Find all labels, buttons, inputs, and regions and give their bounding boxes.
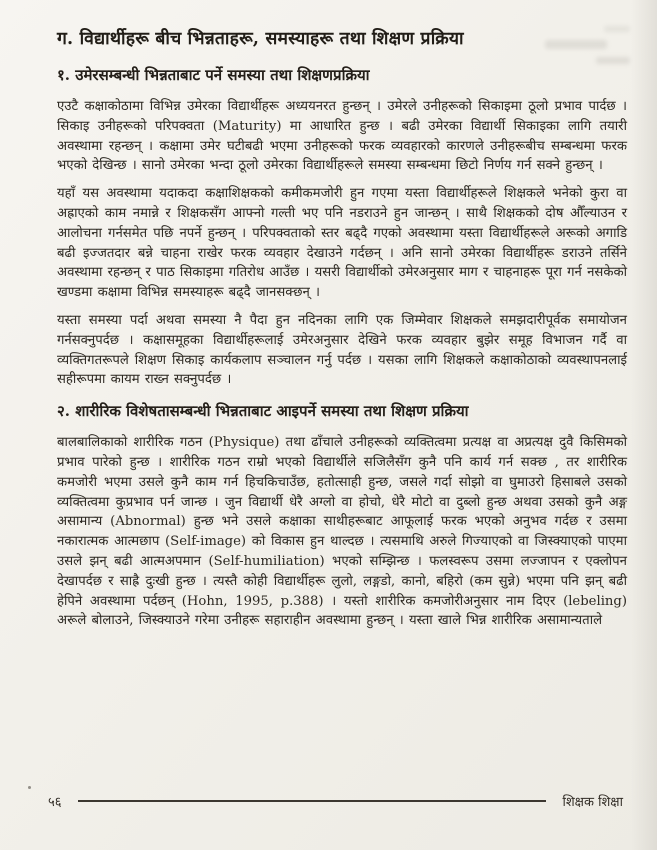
section-2-paragraph-1: बालबालिकाको शारीरिक गठन (Physique) तथा ढाँचाले उनीहरूको व्यक्तित्वमा प्रत्यक्ष वा अप्रत्यक्ष दुवै किसिमको प्रभाव पारेको हुन्छ । शारीरिक गठन राम्रो भएको विद्यार्थीले सजिलैसँग कुनै पनि कार्य गर्न सक्छ , तर शारीरिक कमजोरी भएमा उसले कुनै काम गर्न हिचकिचाउँछ, हतोत्साही हुन्छ, जसले गर्दा सोझो वा घुमाउरो हिसाबले उसको व्यक्तित्वमा कुप्रभाव पर्न जान्छ । जुन विद्यार्थी धेरै अग्लो वा होचो, धेरै मोटो वा दुब्लो हुन्छ अथवा उसको कुनै अङ्ग असामान्य (Abnormal) हुन्छ भने उसले कक्षाका साथीहरूबाट आफूलाई फरक भएको अनुभव गर्दछ र उसमा नकारात्मक आत्मछाप (Self-image) को विकास हुन थाल्दछ । त्यसमाथि अरुले गिज्याएको वा जिस्क्याएको पाएमा उसले झन् बढी आत्मअपमान (Self-humiliation) भएको सम्झिन्छ । फलस्वरूप उसमा लज्जापन र एक्लोपन देखापर्दछ र साह्रै दुःखी हुन्छ । त्यस्तै कोही विद्यार्थीहरू लुलो, लङ्गडो, कानो, बहिरो (कम सुन्ने) भएमा पनि झन् बढी हेपिने अवस्थामा पर्दछन् (Hohn, 1995, p.388) । यस्तो शारीरिक कमजोरीअनुसार नाम दिएर (lebeling) अरूले बोलाउने, जिस्क्याउने गरेमा उनीहरू सहाराहीन अवस्थामा हुन्छन् । यस्ता खाले भिन्न शारीरिक असामान्यताले — [57, 435, 627, 629]
section-1-paragraph-1: एउटै कक्षाकोठामा विभिन्न उमेरका विद्यार्थीहरू अध्ययनरत हुन्छन् । उमेरले उनीहरूको सिकाइमा ठूलो प्रभाव पार्दछ । सिकाइ उनीहरूको परिपक्वता (Maturity) मा आधारित हुन्छ । बढी उमेरका विद्यार्थी सिकाइका लागि तयारी अवस्थामा रहन्छन् । कक्षामा उमेर घटीबढी भएमा उनीहरूको फरक व्यवहारको कारणले उनीहरूबीच सम्बन्धमा फरक भएको देखिन्छ । सानो उमेरका भन्दा ठूलो उमेरका विद्यार्थीहरूले समस्या सम्बन्धमा छिटो निर्णय गर्न सक्ने हुन्छन् । — [57, 99, 627, 174]
page-footer — [48, 792, 623, 810]
footer-rule — [78, 800, 547, 802]
section-1-heading: १. उमेरसम्बन्धी भिन्नताबाट पर्ने समस्या तथा शिक्षणप्रक्रिया — [57, 66, 370, 84]
page-title: ग. विद्यार्थीहरू बीच भिन्नताहरू, समस्याहरू तथा शिक्षण प्रक्रिया — [57, 29, 464, 49]
page-content — [57, 27, 627, 639]
section-1-paragraph-3: यस्ता समस्या पर्दा अथवा समस्या नै पैदा हुन नदिनका लागि एक जिम्मेवार शिक्षकले समझदारीपूर्वक समायोजन गर्नसक्नुपर्दछ । कक्षासमूहका विद्यार्थीहरूलाई उमेरअनुसार देखिने फरक व्यवहार बुझेर समूह विभाजन गर्दै वा व्यक्तिगतरूपले शिक्षण सिकाइ कार्यकलाप सञ्चालन गर्नु पर्दछ । यसका लागि शिक्षकले कक्षाकोठाको व्यवस्थापनलाई सहीरूपमा कायम राख्न सक्नुपर्दछ । — [57, 312, 627, 388]
journal-title: शिक्षक शिक्षा — [562, 795, 623, 810]
section-2-heading: २. शारीरिक विशेषतासम्बन्धी भिन्नताबाट आइपर्ने समस्या तथा शिक्षण प्रक्रिया — [57, 402, 469, 421]
scan-speck-artifact — [28, 786, 31, 789]
section-1-paragraph-2: यहाँ यस अवस्थामा यदाकदा कक्षाशिक्षकको कमीकमजोरी हुन गएमा यस्ता विद्यार्थीहरूले शिक्षकले भनेको कुरा वा अह्राएको काम नमान्ने र शिक्षकसँग आफ्नो गल्ती भए पनि नडराउने हुन जान्छन् । साथै शिक्षकको दोष औँल्याउन र आलोचना गर्नसमेत पछि नपर्ने हुन्छन् । परिपक्वताको स्तर बढ्दै गएको अवस्थामा यस्ता विद्यार्थीहरूले अरूको अगाडि बढी इज्जतदार बन्ने चाहना राखेर फरक व्यवहार देखाउने गर्दछन् । अनि सानो उमेरका विद्यार्थीहरू डराउने तर्सिने अवस्थामा रहन्छन् र पाठ सिकाइमा गतिरोध आउँछ । यसरी विद्यार्थीको उमेरअनुसार माग र चाहनाहरू पूरा गर्न नसकेको खण्डमा कक्षामा विभिन्न समस्याहरू बढ्दै जानसक्छन् । — [57, 186, 627, 301]
page-number: ५६ — [48, 795, 62, 810]
